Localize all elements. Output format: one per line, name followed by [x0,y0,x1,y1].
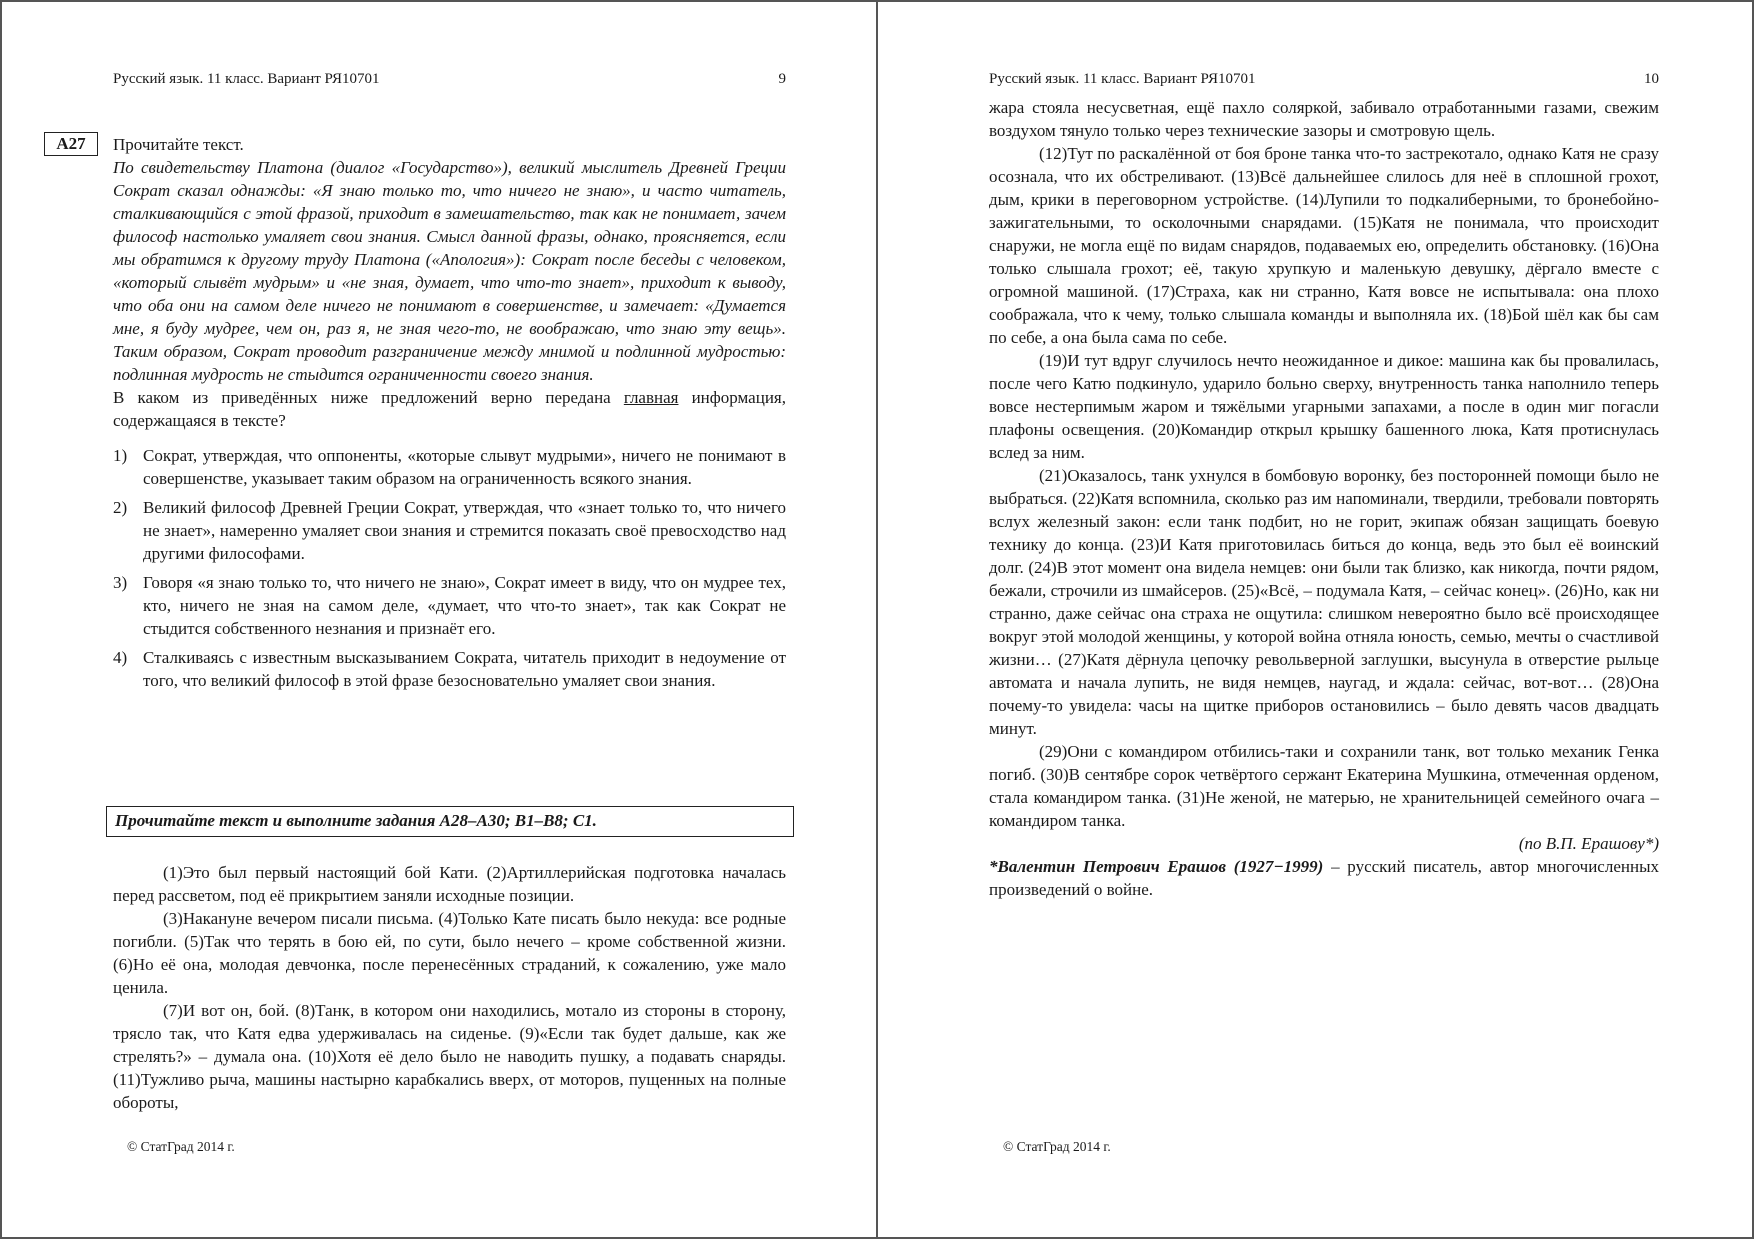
option-number: 4) [113,648,128,667]
passage-paragraph: (19)И тут вдруг случилось нечто неожиданное и дикое: машина как бы провалилась, после чего Катю подкинуло, ударило больно сверху, внутренность танка наполнило теперь вовсе нестерпимым жаром и тяжёлыми угарными запахами, а после в один миг погасли плафоны освещения. (20)Командир открыл крышку башенного люка, Катя протиснулась вслед за ним. [989,351,1659,462]
author-name: *Валентин Петрович Ерашов (1927−1999) [989,857,1324,876]
answer-option-1 [113,444,786,490]
passage-paragraph: (1)Это был первый настоящий бой Кати. (2)Артиллерийская подготовка началась перед рассветом, под её прикрытием заняли исходные позиции. [113,863,786,905]
option-number: 1) [113,446,128,465]
page-number: 10 [1644,71,1659,87]
passage-paragraph: (3)Накануне вечером писали письма. (4)Только Кате писать было некуда: все родные погибли. (5)Так что терять в бою ей, по сути, было нечего – кроме собственной жизни. (6)Но её она, молодая девчонка, после перенесённых страданий, к сожалению, уже мало ценила. [113,909,786,997]
question-underlined-word: главная [623,388,679,407]
author-description: – русский писатель, автор многочисленных произведений о войне. [989,857,1659,899]
option-text: Великий философ Древней Греции Сократ, утверждая, что «знает только то, что ничего не знает», намеренно умаляет свои знания и стремится показать своё превосходство над другими философами. [143,498,786,563]
header-title: Русский язык. 11 класс. Вариант РЯ10701 [113,71,380,87]
option-number: 2) [113,498,128,517]
task-label-a27: А27 [44,132,98,156]
author-note [989,855,1659,901]
passage-continuation: жара стояла несусветная, ещё пахло соляркой, забивало отработанными газами, свежим воздухом тянуло только через технические зазоры и смотровую щель. [989,98,1659,140]
task-instruction: Прочитайте текст. [113,135,244,154]
passage-paragraph: (29)Они с командиром отбились-таки и сохранили танк, вот только механик Генка погиб. (30)В сентябре сорок четвёртого сержант Екатерина Мушкина, отмеченная орденом, стала командиром танка. (31)Не женой, не матерью, не хранительницей семейного очага – командиром танка. [989,742,1659,830]
answer-option-2 [113,496,786,565]
option-number: 3) [113,573,128,592]
passage-attribution: (по В.П. Ерашову*) [1518,834,1659,853]
page-number: 9 [778,71,786,87]
passage-paragraph: (21)Оказалось, танк ухнулся в бомбовую воронку, без посторонней помощи было не выбраться. (22)Катя вспомнила, сколько раз им напоминали, твердили, требовали повторять вслух железный закон: если танк подбит, но не горит, экипаж обязан защищать боевую технику до конца. (23)И Катя приготовилась биться до конца, ведь это был её воинский долг. (24)В этот момент она видела немцев: они были так близко, как никогда, почти рядом, бежали, строчили из шмайсеров. (25)«Всё, – подумала Катя, – сейчас конец». (26)Но, как ни странно, даже сейчас она страха не ощутила: слишком невероятно было всё происходящее вокруг этой молодой женщины, у которой война отняла юность, семью, мечты о счастливой жизни… (27)Катя дёрнула цепочку револьверной заглушки, высунула в отверстие рыльце автомата и начала лупить, не видя немцев, наугад, и ждала: сейчас, вот-вот… (28)Она почему-то увидела: часы на щитке приборов остановились – было девять часов двадцать минут. [989,466,1659,738]
footer-copyright-left: © СтатГрад 2014 г. [127,1139,235,1154]
task-quote: По свидетельству Платона (диалог «Государство»), великий мыслитель Древней Греции Сократ сказал однажды: «Я знаю только то, что ничего не знаю», и часто читатель, сталкивающийся с этой фразой, приходит в замешательство, так как не понимает, зачем философ настолько умаляет свои знания. Смысл данной фразы, однако, проясняется, если мы обратимся к другому труду Платона («Апология»): Сократ после беседы с человеком, «который слывёт мудрым» и «не зная, думает, что что-то знает», приходит к выводу, что оба они на самом деле ничего не понимают в совершенстве, и замечает: «Думается мне, я буду мудрее, чем он, раз я, не зная чего-то, не воображаю, что знаю эту вещь». Таким образом, Сократ проводит разграничение между мнимой и подлинной мудростью: подлинная мудрость не стыдится ограниченности своего знания. [113,158,786,384]
option-text: Сталкиваясь с известным высказыванием Сократа, читатель приходит в недоумение от того, что великий философ в этой фразе безосновательно умаляет свои знания. [143,648,786,690]
option-text: Сократ, утверждая, что оппоненты, «которые слывут мудрыми», ничего не понимают в совершенстве, указывает таким образом на ограниченность всякого знания. [143,446,786,488]
passage-paragraph: (7)И вот он, бой. (8)Танк, в котором они находились, мотало из стороны в сторону, трясло так, что Катя едва удерживалась на сиденье. (9)«Если так будет дальше, как же стрелять?» – думала она. (10)Хотя её дело было не наводить пушку, а подавать снаряды. (11)Тужливо рыча, машины настырно карабкались вверх, от моторов, пущенных на полные обороты, [113,1001,786,1112]
passage-left [113,861,786,1114]
running-head-right [989,70,1659,88]
task-question [113,386,786,432]
header-title: Русский язык. 11 класс. Вариант РЯ10701 [989,71,1256,87]
passage-paragraph: (12)Тут по раскалённой от боя броне танка что-то застрекотало, однако Катя не сразу осознала, что их обстреливают. (13)Всё дальнейшее слилось для неё в сплошной грохот, дым, крики в переговорном устройстве. (14)Лупили то подкалиберными, то бронебойно-зажигательными, то осколочными снарядами. (15)Катя не понимала, что происходит снаружи, не могла ещё по видам снарядов, подаваемых ею, определить обстановку. (16)Она только слышала грохот; её, такую хрупкую и маленькую девушку, дёргало вместе с огромной машиной. (17)Страха, как ни странно, Катя вовсе не испытывала: она плохо соображала, что к чему, только слышала команды и выполняла их. (18)Бой шёл как бы сам по себе, а она была сама по себе. [989,144,1659,347]
page-right [876,0,1754,1239]
answer-option-4 [113,646,786,692]
question-part-2: информация, содержащаяся в тексте? [113,388,786,430]
reading-directive: Прочитайте текст и выполните задания А28–А30; В1–В8; С1. [106,806,794,837]
answer-options [113,444,786,692]
answer-option-3 [113,571,786,640]
question-part-1: В каком из приведённых ниже предложений верно передана [113,388,624,407]
running-head-left [113,70,786,88]
passage-right [989,96,1659,901]
task-a27 [113,133,786,698]
footer-copyright-right: © СтатГрад 2014 г. [1003,1139,1111,1154]
option-text: Говоря «я знаю только то, что ничего не знаю», Сократ имеет в виду, что он мудрее тех, кто, ничего не зная на самом деле, «думает, что что-то знает», так как Сократ не стыдится собственного незнания и признаёт его. [143,573,786,638]
